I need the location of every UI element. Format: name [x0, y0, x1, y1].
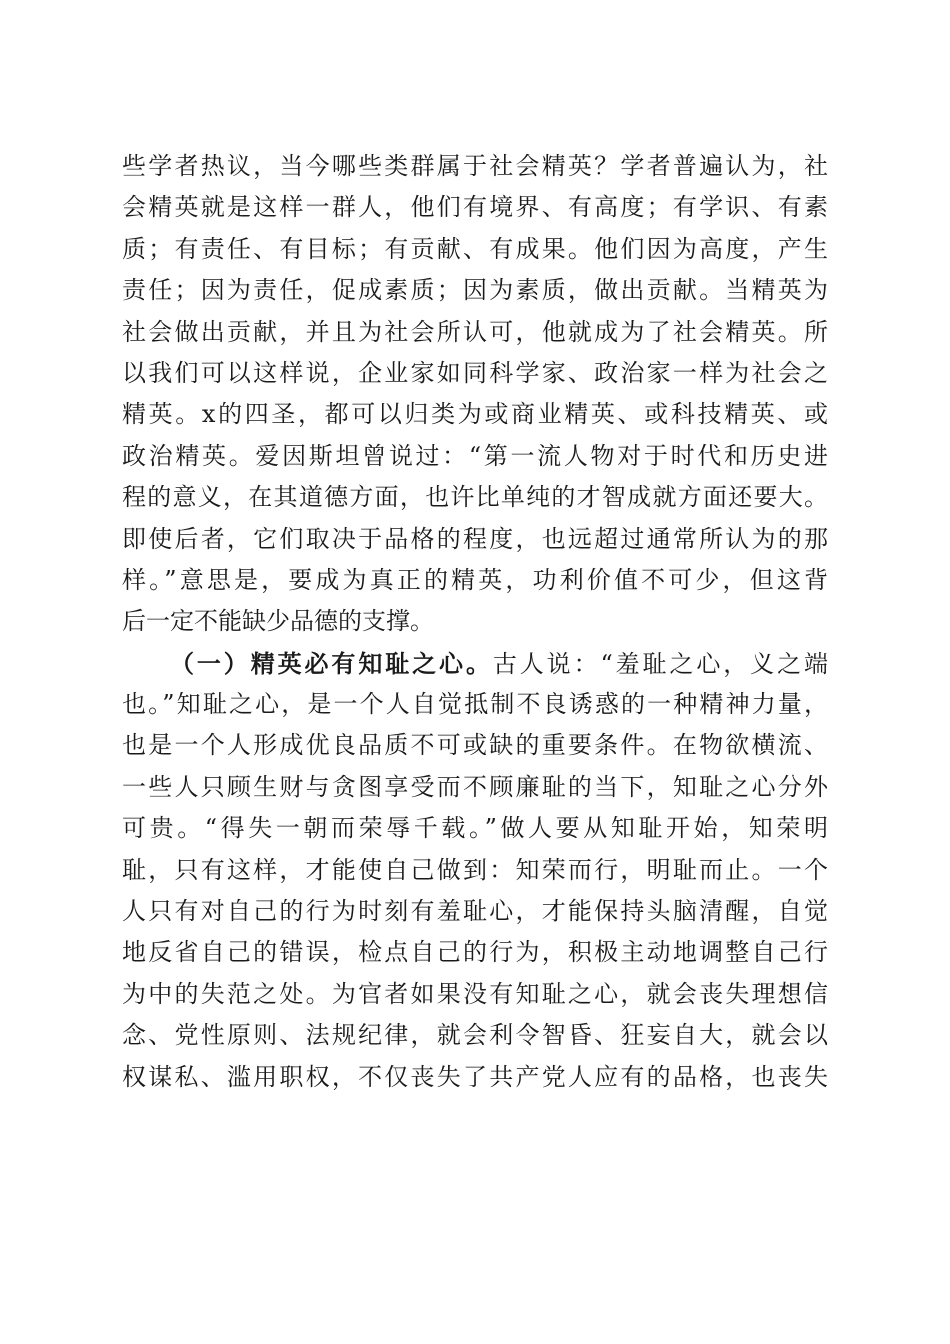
- text-line: 也。”知耻之心，是一个人自觉抵制不良诱惑的一种精神力量，: [122, 690, 828, 719]
- text-line: 会精英就是这样一群人，他们有境界、有高度；有学识、有素: [122, 193, 828, 222]
- text-line-first: [122, 643, 828, 684]
- text-line: 质；有责任、有目标；有贡献、有成果。他们因为高度，产生: [122, 234, 828, 263]
- body-text: [122, 146, 828, 1098]
- text-line: 以我们可以这样说，企业家如同科学家、政治家一样为社会之: [122, 358, 828, 387]
- text-line: 精英。x的四圣，都可以归类为或商业精英、或科技精英、或: [122, 400, 828, 429]
- paragraph-sense-of-shame: [122, 643, 828, 1098]
- text-line: 责任；因为责任，促成素质；因为素质，做出贡献。当精英为: [122, 276, 828, 305]
- text-line: 可贵。“得失一朝而荣辱千载。”做人要从知耻开始，知荣明: [122, 814, 828, 843]
- text-line: 地反省自己的错误，检点自己的行为，积极主动地调整自己行: [122, 938, 828, 967]
- text-line: 耻，只有这样，才能使自己做到：知荣而行，明耻而止。一个: [122, 855, 828, 884]
- text-line: 政治精英。爱因斯坦曾说过：“第一流人物对于时代和历史进: [122, 441, 828, 470]
- text-line: 人只有对自己的行为时刻有羞耻心，才能保持头脑清醒，自觉: [122, 897, 828, 926]
- text-line: 程的意义，在其道德方面，也许比单纯的才智成就方面还要大。: [122, 483, 828, 512]
- text-line: 权谋私、滥用职权，不仅丧失了共产党人应有的品格，也丧失: [122, 1062, 828, 1091]
- text-line: 些学者热议，当今哪些类群属于社会精英？学者普遍认为，社: [122, 152, 828, 180]
- section-heading: （一）精英必有知耻之心。: [170, 648, 493, 678]
- text-line: 一些人只顾生财与贪图享受而不顾廉耻的当下，知耻之心分外: [122, 772, 828, 801]
- text-line: 社会做出贡献，并且为社会所认可，他就成为了社会精英。所: [122, 317, 828, 346]
- text-line: 样。”意思是，要成为真正的精英，功利价值不可少，但这背: [122, 565, 828, 594]
- text-line: 念、党性原则、法规纪律，就会利令智昏、狂妄自大，就会以: [122, 1021, 828, 1050]
- text-line: 后一定不能缺少品德的支撑。: [122, 607, 434, 636]
- text-line: 为中的失范之处。为官者如果没有知耻之心，就会丧失理想信: [122, 979, 828, 1008]
- text-line: 即使后者，它们取决于品格的程度，也远超过通常所认为的那: [122, 524, 828, 553]
- text-line: 也是一个人形成优良品质不可或缺的重要条件。在物欲横流、: [122, 731, 828, 760]
- paragraph-elite-definition: [122, 146, 828, 643]
- text-segment: 古人说：“羞耻之心，义之端: [492, 649, 828, 678]
